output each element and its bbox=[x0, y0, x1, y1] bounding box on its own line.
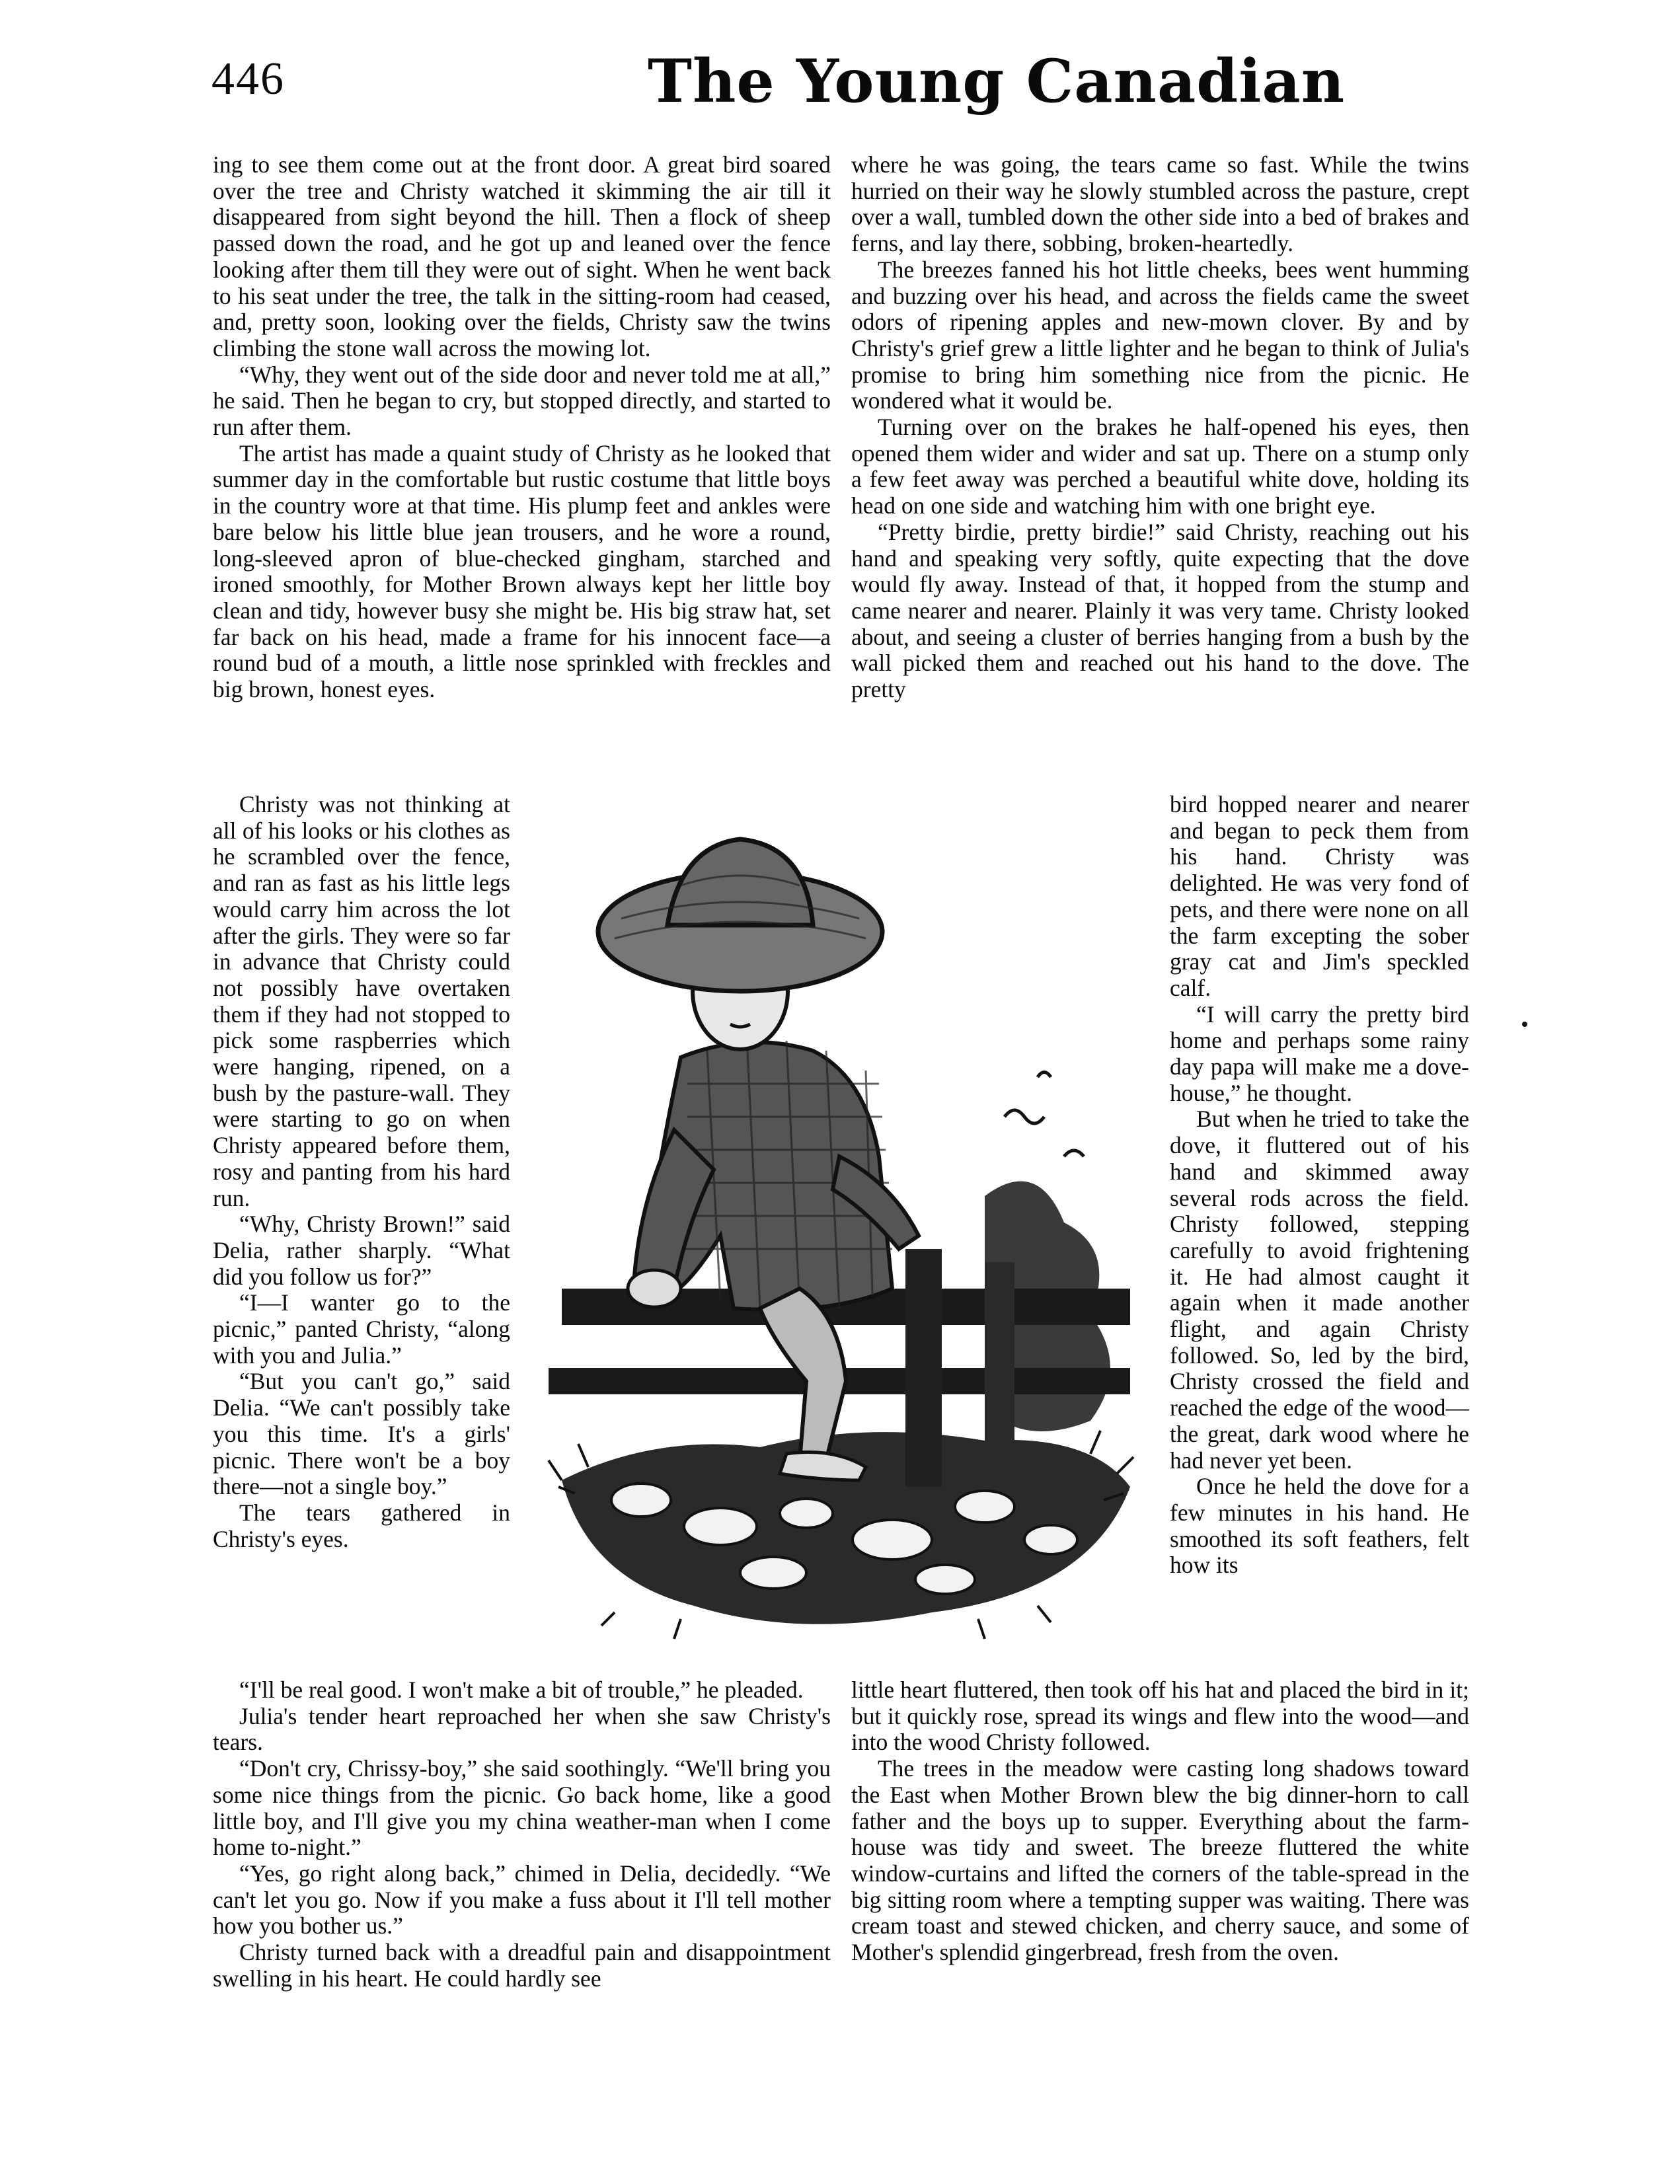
paragraph: “Why, they went out of the side door and never told me at all,” he said. Then he began to cry, but stopped directly, and started to run after them. bbox=[213, 361, 831, 441]
paragraph: Christy was not thinking at all of his looks or his clothes as he scrambled over the fence, and ran as fast as his little legs would carry him across the lot after the girls. They were so far in advance that Christy could not possibly have overtaken them if they had not stopped to pick some raspberries which were hanging, ripened, on a bush by the pasture-wall. They were starting to go on when Christy appeared before them, rosy and panting from his hard run. bbox=[213, 791, 510, 1211]
paragraph: The tears gathered in Christy's eyes. bbox=[213, 1499, 510, 1552]
paragraph: “I will carry the pretty bird home and perhaps some rainy day papa will make me a dove-house,” he thought. bbox=[1170, 1000, 1469, 1106]
column-left-top bbox=[213, 152, 831, 703]
column-right-bottom bbox=[851, 1677, 1469, 1966]
paragraph: Turning over on the brakes he half-opened his eyes, then opened them wider and wider and sat up. There on a stump only a few feet away was perched a beautiful white dove, holding its head on one side and watching him with one bright eye. bbox=[851, 414, 1469, 519]
column-left-bottom bbox=[213, 1677, 831, 1992]
paragraph: “Why, Christy Brown!” said Delia, rather sharply. “What did you follow us for?” bbox=[213, 1211, 510, 1290]
paragraph: But when he tried to take the dove, it fluttered out of his hand and skimmed away several rods across the field. Christy followed, stepping carefully to avoid frightening it. He had almost caught it again when it made another flight, and again Christy followed. So, led by the bird, Christy crossed the field and reached the edge of the wood—the great, dark wood where he had never yet been. bbox=[1170, 1106, 1469, 1474]
paragraph: “Pretty birdie, pretty birdie!” said Christy, reaching out his hand and speaking very softly, quite expecting that the dove would fly away. Instead of that, it hopped from the stump and came nearer and nearer. Plainly it was very tame. Christy looked about, and seeing a cluster of berries hanging from a bush by the wall picked them and reached out his hand to the dove. The pretty bbox=[851, 518, 1469, 703]
paragraph: “But you can't go,” said Delia. “We can't possibly take you this time. It's a girls' picnic. There won't be a boy there—not a single boy.” bbox=[213, 1368, 510, 1500]
paragraph: “I'll be real good. I won't make a bit of trouble,” he pleaded. bbox=[239, 1676, 804, 1703]
paragraph: Christy turned back with a dreadful pain and disappointment swelling in his heart. He could hardly see bbox=[213, 1939, 831, 1992]
page-number: 446 bbox=[211, 54, 285, 104]
paragraph: The artist has made a quaint study of Christy as he looked that summer day in the comfortable but rustic costume that little boys in the country wore at that time. His plump feet and ankles were bare below his little blue jean trousers, and he wore a round, long-sleeved apron of blue-checked gingham, starched and ironed smoothly, for Mother Brown always kept her little boy clean and tidy, however busy she might be. His big straw hat, set far back on his head, made a frame for his innocent face—a round bud of a mouth, a little nose sprinkled with freckles and big brown, honest eyes. bbox=[213, 439, 831, 703]
paragraph: “Don't cry, Chrissy-boy,” she said soothingly. “We'll bring you some nice things from the picnic. Go back home, like a good little boy, and I'll give you my china weather-man when I come home to-night.” bbox=[213, 1755, 831, 1861]
stray-mark bbox=[1522, 1022, 1527, 1027]
column-right-top bbox=[851, 152, 1469, 703]
column-right-narrow bbox=[1170, 792, 1469, 1579]
paragraph: The trees in the meadow were casting long shadows toward the East when Mother Brown blew the big dinner-horn to call father and the boys up to supper. Everything about the farm-house was tidy and sweet. The breeze fluttered the white window-curtains and lifted the corners of the table-spread in the big sitting room where a tempting supper was waiting. There was cream toast and stewed chicken, and cherry sauce, and some of Mother's splendid gingerbread, fresh from the oven. bbox=[851, 1755, 1469, 1966]
illustration-boy-on-fence bbox=[522, 786, 1163, 1672]
paragraph: Julia's tender heart reproached her when she saw Christy's tears. bbox=[213, 1702, 831, 1756]
paragraph: ing to see them come out at the front door. A great bird soared over the tree and Christy watched it skimming the air till it disappeared from sight beyond the hill. Then a flock of sheep passed down the road, and he got up and leaned over the fence looking after them till they were out of sight. When he went back to his seat under the tree, the talk in the sitting-room had ceased, and, pretty soon, looking over the fields, Christy saw the twins climbing the stone wall across the mowing lot. bbox=[213, 151, 831, 361]
paragraph: bird hopped nearer and nearer and began to peck them from his hand. Christy was delighted. He was very fond of pets, and there were none on all the farm excepting the sober gray cat and Jim's speckled calf. bbox=[1170, 791, 1469, 1001]
paragraph: “I—I wanter go to the picnic,” panted Christy, “along with you and Julia.” bbox=[213, 1289, 510, 1369]
paragraph: Once he held the dove for a few minutes in his hand. He smoothed its soft feathers, felt how its bbox=[1170, 1473, 1469, 1579]
paragraph: The breezes fanned his hot little cheeks, bees went humming and buzzing over his head, and across the fields came the sweet odors of ripening apples and new-mown clover. By and by Christy's grief grew a little lighter and he began to think of Julia's promise to bring him something nice from the picnic. He wondered what it would be. bbox=[851, 256, 1469, 414]
paragraph: where he was going, the tears came so fast. While the twins hurried on their way he slowly stumbled across the pasture, crept over a wall, tumbled down the other side into a bed of brakes and ferns, and lay there, sobbing, broken-heartedly. bbox=[851, 151, 1469, 257]
paragraph: little heart fluttered, then took off his hat and placed the bird in it; but it quickly rose, spread its wings and flew into the wood—and into the wood Christy followed. bbox=[851, 1676, 1469, 1756]
paragraph: “Yes, go right along back,” chimed in Delia, decidedly. “We can't let you go. Now if you make a fuss about it I'll tell mother how you bother us.” bbox=[213, 1860, 831, 1939]
column-left-narrow bbox=[213, 792, 510, 1552]
page-header bbox=[211, 46, 1467, 132]
journal-title: The Young Canadian bbox=[648, 46, 1346, 116]
